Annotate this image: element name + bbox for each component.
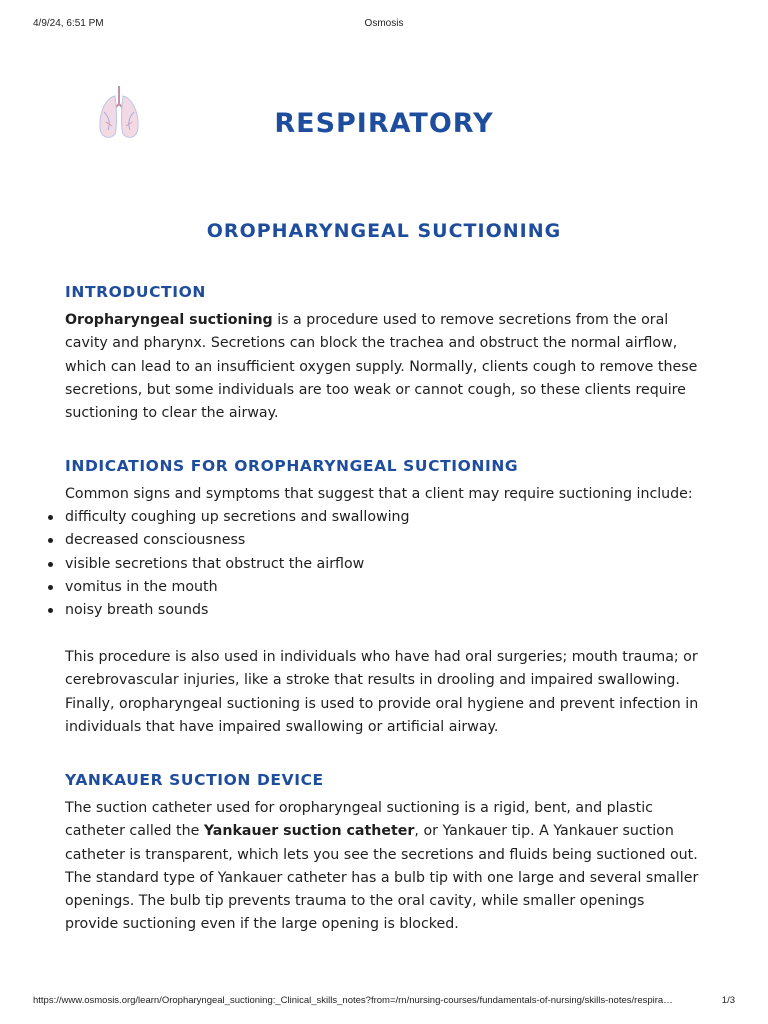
- yankauer-paragraph: [65, 797, 700, 937]
- yankauer-text-2: , or Yankauer tip. A Yankauer suction catheter is transparent, which lets you see the secretions and fluids being suctioned out. The standard type of Yankauer catheter has a bulb tip with one large and several smaller openings. The bulb tip prevents trauma to the oral cavity, while smaller openings provide suctioning even if the large opening is blocked.: [65, 823, 699, 933]
- introduction-paragraph: [65, 309, 700, 425]
- list-item: decreased consciousness: [47, 529, 410, 552]
- print-footer: [33, 995, 735, 1009]
- print-header: [33, 18, 735, 32]
- indications-heading: INDICATIONS FOR OROPHARYNGEAL SUCTIONING: [65, 457, 519, 475]
- print-date: 4/9/24, 6:51 PM: [33, 18, 104, 29]
- term-oropharyngeal-suctioning: Oropharyngeal suctioning: [65, 312, 273, 328]
- print-site-name: Osmosis: [364, 18, 404, 29]
- yankauer-heading: YANKAUER SUCTION DEVICE: [65, 771, 324, 789]
- list-item: noisy breath sounds: [47, 599, 410, 622]
- yankauer-text-1: The suction catheter used for oropharyngeal suctioning is a rigid, bent, and plastic catheter called the: [65, 800, 653, 840]
- list-item: difficulty coughing up secretions and swallowing: [47, 506, 410, 529]
- indications-lead: Common signs and symptoms that suggest that a client may require suctioning include:: [65, 486, 693, 502]
- indications-list: [47, 506, 410, 622]
- list-item: vomitus in the mouth: [47, 576, 410, 599]
- indications-closing-paragraph: This procedure is also used in individuals who have had oral surgeries; mouth trauma; or cerebrovascular injuries, like a stroke that results in drooling and impaired swallowing. Finally, oropharyngeal suctioning is used to provide oral hygiene and prevent infection in individuals that have impaired swallowing or artificial airway.: [65, 649, 699, 735]
- print-url: https://www.osmosis.org/learn/Oropharyngeal_suctioning:_Clinical_skills_notes?from=/rn/nursing-courses/fundamentals-of-nursing/skills-notes/respira…: [33, 995, 673, 1006]
- page-title: RESPIRATORY: [274, 108, 494, 140]
- introduction-heading: INTRODUCTION: [65, 283, 206, 301]
- page-subtitle: OROPHARYNGEAL SUCTIONING: [206, 219, 562, 242]
- introduction-text: is a procedure used to remove secretions from the oral cavity and pharynx. Secretions can block the trachea and obstruct the normal airflow, which can lead to an insufficient oxygen supply. Normally, clients cough to remove these secretions, but some individuals are too weak or cannot cough, so these clients require suctioning to clear the airway.: [65, 312, 698, 422]
- list-item: visible secretions that obstruct the airflow: [47, 553, 410, 576]
- print-page-number: 1/3: [721, 995, 735, 1006]
- term-yankauer-catheter: Yankauer suction catheter: [203, 823, 415, 840]
